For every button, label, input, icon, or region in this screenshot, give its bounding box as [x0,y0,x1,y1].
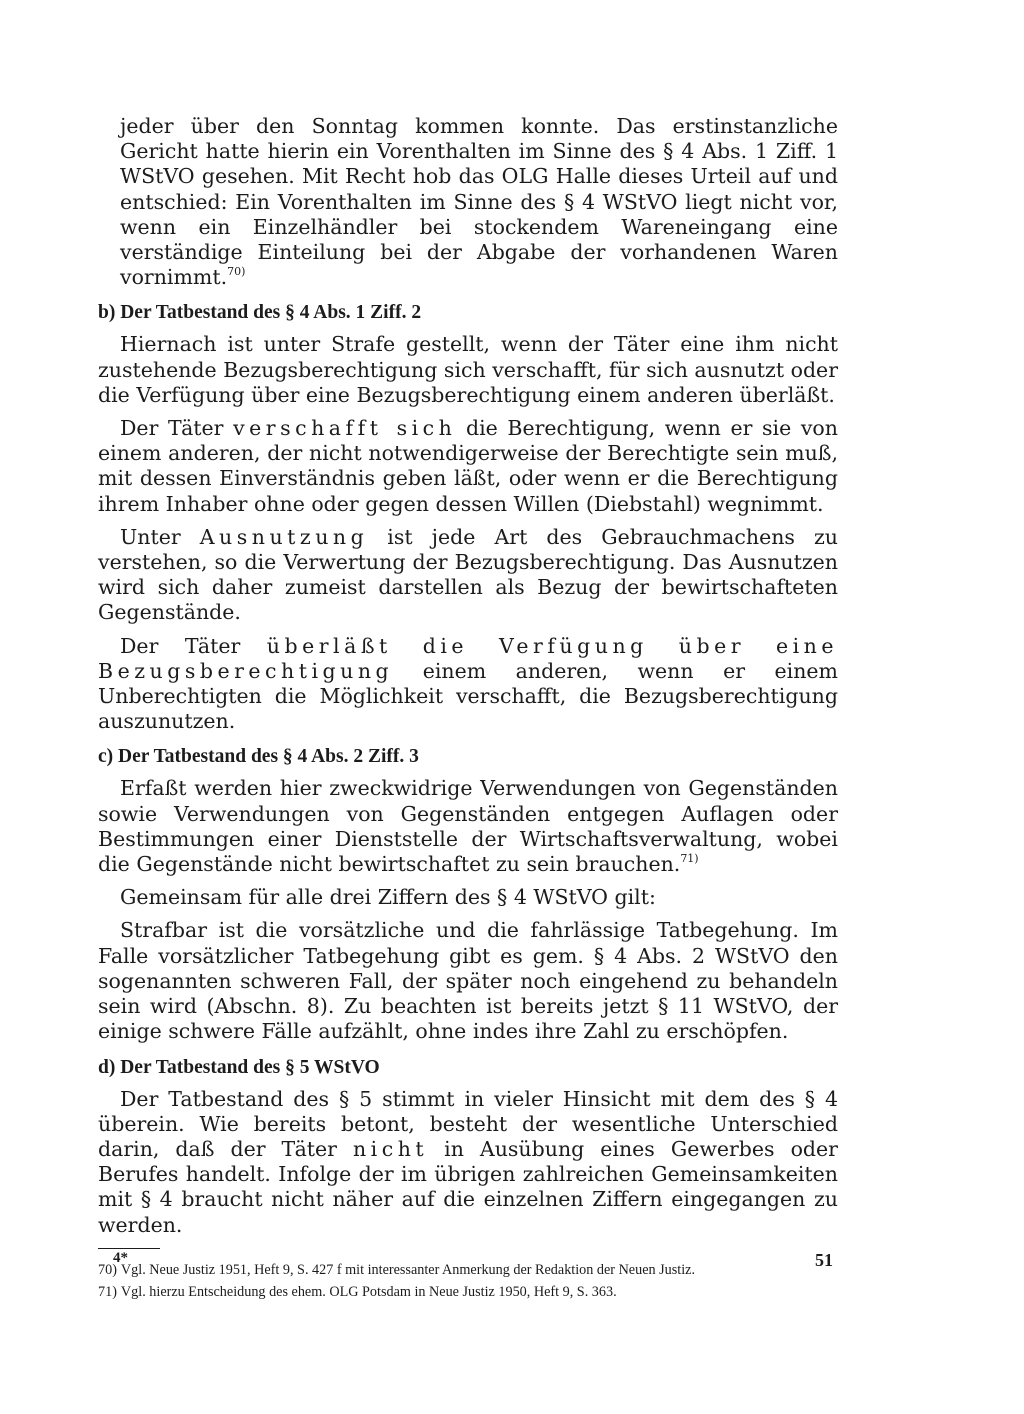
paragraph-continuation [98,114,838,290]
footnote-number: 71) [98,1284,117,1301]
page-body [98,114,838,1305]
paragraph [98,1087,838,1238]
footnote-text: Vgl. hierzu Entscheidung des ehem. OLG Potsdam in Neue Justiz 1950, Heft 9, S. 363. [120,1284,617,1301]
paragraph: Strafbar ist die vorsätzliche und die fahrlässige Tatbegehung. Im Falle vorsätzlicher Tatbegehung gibt es gem. § 4 Abs. 2 WStVO den sogenannten schweren Fall, der später noch eingehend zu behandeln sein wird (Abschn. 8). Zu beachten ist bereits jetzt § 11 WStVO, der einige schwere Fälle aufzählt, ohne indes ihre Zahl zu erschöpfen. [98,918,838,1044]
footnote-ref-70[interactable]: 70) [227,265,246,279]
page-footer [113,1250,833,1274]
paragraph [98,634,838,735]
section-heading-b: b) Der Tatbestand des § 4 Abs. 1 Ziff. 2 [98,302,422,324]
emphasized-term: Ausnutzung [199,524,369,549]
section-heading-c: c) Der Tatbestand des § 4 Abs. 2 Ziff. 3 [98,746,419,768]
paragraph-text: ist jede Art des Gebrauchmachens zu verstehen, so die Verwertung der Bezugsberechtigung. Das Ausnutzen wird sich daher zumeist darstellen als Bezug der bewirtschafteten Gegenstände. [98,524,838,625]
emphasized-term: nicht [352,1136,429,1161]
paragraph-text: Unter [120,524,181,549]
footnote-71 [98,1283,838,1302]
emphasized-term: verschafft sich [233,416,457,441]
footnote-divider [98,1248,160,1250]
paragraph-text: Der Tatbestand des § 5 stimmt in vieler Hinsicht mit dem des § 4 überein. Wie bereits betont, besteht der wesentliche Unterschied darin, daß der Täter [98,1086,838,1161]
paragraph-text: Der Täter [120,416,224,441]
footnote-number: 70) [98,1262,117,1279]
paragraph-text: die Berechtigung, wenn er sie von einem anderen, der nicht notwendigerweise der Berechtigte sein muß, mit dessen Einverständnis geben läßt, oder wenn er die Berechtigung ihrem Inhaber ohne oder gegen dessen Willen (Diebstahl) wegnimmt. [98,416,838,516]
page-number: 51 [815,1250,833,1270]
paragraph [98,525,838,626]
paragraph-text: einem anderen, wenn er einem Unberechtigten die Möglichkeit verschafft, die Bezugsberechtigung auszunutzen. [98,658,838,734]
emphasized-term: überläßt die Verfügung über eine Bezugsberechtigung [98,633,838,683]
paragraph-text: in Ausübung eines Gewerbes oder Berufes handelt. Infolge der im übrigen zahlreichen Gemeinsamkeiten mit § 4 braucht nicht näher auf die einzelnen Ziffern eingegangen zu werden. [98,1136,838,1237]
paragraph-text: Der Täter [120,633,241,658]
footnote-ref-71[interactable]: 71) [680,852,699,866]
paragraph-text: jeder über den Sonntag kommen konnte. Das erstinstanzliche Gericht hatte hierin ein Vorenthalten im Sinne des § 4 Abs. 1 Ziff. 1 WStVO gesehen. Mit Recht hob das OLG Halle dieses Urteil auf und entschied: Ein Vorenthalten im Sinne des § 4 WStVO liegt nicht vor, wenn ein Einzelhändler bei stockendem Wareneingang eine verständige Einteilung bei der Abgabe der vorhandenen Waren vornimmt. [120,114,838,290]
paragraph: Hiernach ist unter Strafe gestellt, wenn der Täter eine ihm nicht zustehende Bezugsberechtigung sich verschafft, für sich ausnutzt oder die Verfügung über eine Bezugsberechtigung einem anderen überläßt. [98,332,838,407]
section-heading-d: d) Der Tatbestand des § 5 WStVO [98,1056,380,1078]
footnote-text: Vgl. Neue Justiz 1951, Heft 9, S. 427 f mit interessanter Anmerkung der Redaktion der Neuen Justiz. [120,1262,696,1279]
paragraph: Gemeinsam für alle drei Ziffern des § 4 WStVO gilt: [120,885,656,910]
paragraph [98,776,838,877]
paragraph-text: Erfaßt werden hier zweckwidrige Verwendungen von Gegenständen sowie Verwendungen von Gegenständen entgegen Auflagen oder Bestimmungen einer Dienststelle der Wirtschaftsverwaltung, wobei die Gegenstände nicht bewirtschaftet zu sein brauchen. [98,776,838,877]
signature-mark: 4* [113,1250,128,1266]
paragraph [98,416,838,517]
